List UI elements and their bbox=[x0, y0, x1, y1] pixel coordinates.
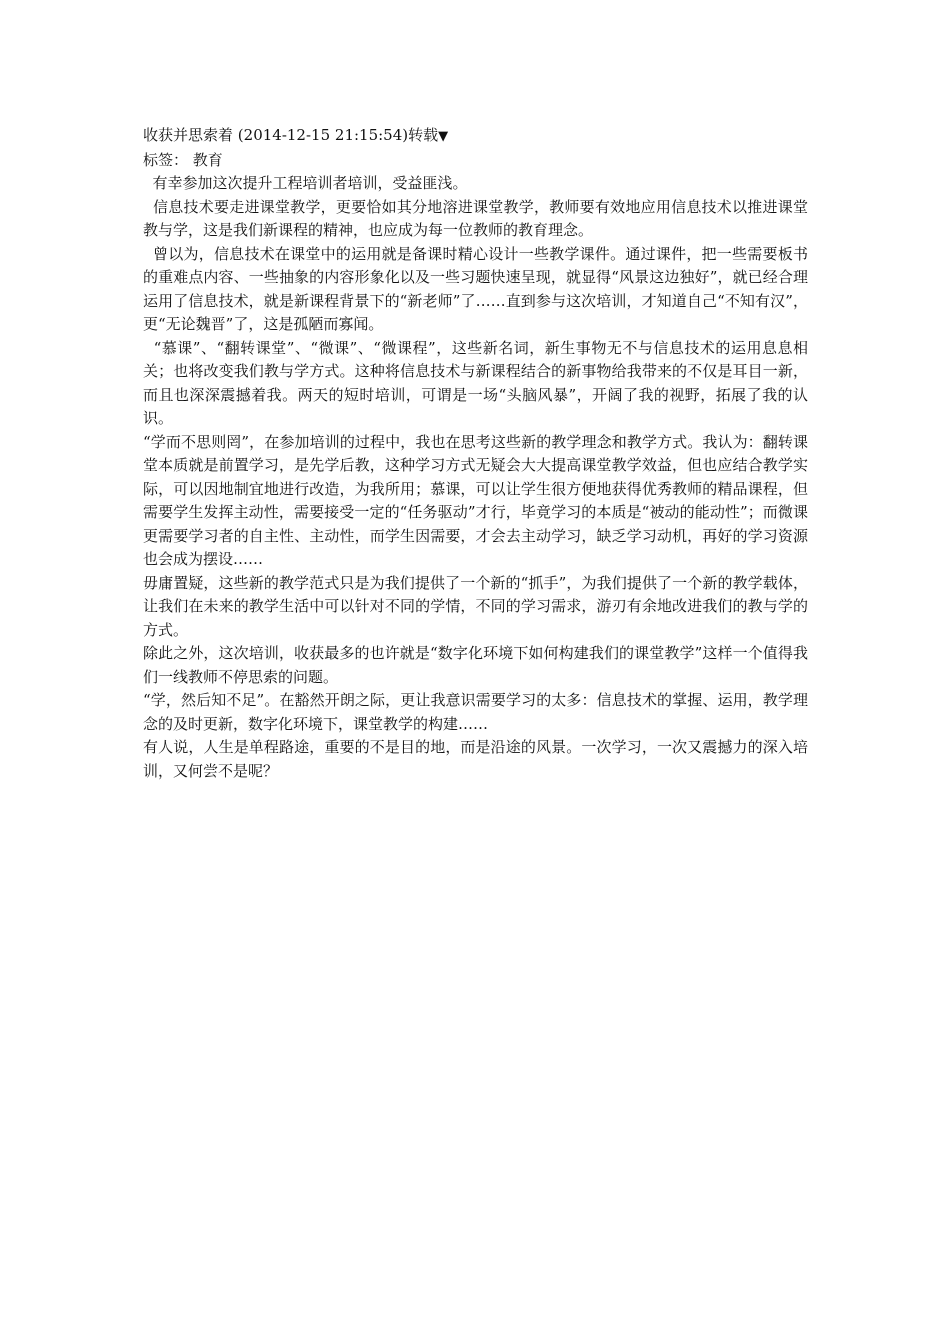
paragraph-1: 有幸参加这次提升工程培训者培训，受益匪浅。 bbox=[143, 174, 468, 192]
dropdown-arrow-icon[interactable]: ▼ bbox=[438, 129, 449, 144]
tags-label: 标签： bbox=[143, 150, 189, 169]
article-title: 收获并思索着 bbox=[143, 126, 234, 144]
paragraph-2: 信息技术要走进课堂教学，更要恰如其分地溶进课堂教学，教师要有效地应用信息技术以推进课堂教与学，这是我们新课程的精神，也应成为每一位教师的教育理念。 bbox=[143, 197, 808, 239]
paragraph-9: 有人说，人生是单程路途，重要的不是目的地，而是沿途的风景。一次学习，一次又震撼力的深入培训，又何尝不是呢？ bbox=[143, 738, 808, 780]
article-datetime: (2014-12-15 21:15:54) bbox=[237, 126, 409, 144]
tag-education[interactable]: 教育 bbox=[192, 150, 223, 169]
tags-line bbox=[143, 149, 808, 173]
blog-article bbox=[143, 124, 808, 783]
paragraph-6: 毋庸置疑，这些新的教学范式只是为我们提供了一个新的“抓手”，为我们提供了一个新的教学载体，让我们在未来的教学生活中可以针对不同的学情，不同的学习需求，游刃有余地改进我们的教与学的方式。 bbox=[143, 573, 808, 639]
paragraph-3: 曾以为，信息技术在课堂中的运用就是备课时精心设计一些教学课件。通过课件，把一些需要板书的重难点内容、一些抽象的内容形象化以及一些习题快速呈现，就显得“风景这边独好”，就已经合理运用了信息技术，就是新课程背景下的“新老师”了……直到参与这次培训，才知道自己“不知有汉”，更“无论魏晋”了，这是孤陋而寡闻。 bbox=[143, 244, 808, 333]
article-header bbox=[143, 124, 808, 149]
paragraph-7: 除此之外，这次培训，收获最多的也许就是“数字化环境下如何构建我们的课堂教学”这样一个值得我们一线教师不停思索的问题。 bbox=[143, 644, 808, 686]
repost-label[interactable]: 转载 bbox=[408, 126, 439, 144]
paragraph-4: “慕课”、“翻转课堂”、“微课”、“微课程”，这些新名词，新生事物无不与信息技术的运用息息相关；也将改变我们教与学方式。这种将信息技术与新课程结合的新事物给我带来的不仅是耳目一新，而且也深深震撼着我。两天的短时培训，可谓是一场“头脑风暴”，开阔了我的视野，拓展了我的认识。 bbox=[143, 338, 808, 427]
paragraph-8: “学，然后知不足”。在豁然开朗之际，更让我意识需要学习的太多：信息技术的掌握、运用，教学理念的及时更新，数字化环境下，课堂教学的构建…… bbox=[143, 691, 808, 733]
paragraph-5: “学而不思则罔”，在参加培训的过程中，我也在思考这些新的教学理念和教学方式。我认为：翻转课堂本质就是前置学习，是先学后教，这种学习方式无疑会大大提高课堂教学效益，但也应结合教学实际，可以因地制宜地进行改造，为我所用；慕课，可以让学生很方便地获得优秀教师的精品课程，但需要学生发挥主动性，需要接受一定的“任务驱动”才行，毕竟学习的本质是“被动的能动性”；而微课更需要学习者的自主性、主动性，而学生因需要，才会去主动学习，缺乏学习动机，再好的学习资源也会成为摆设…… bbox=[143, 432, 808, 568]
